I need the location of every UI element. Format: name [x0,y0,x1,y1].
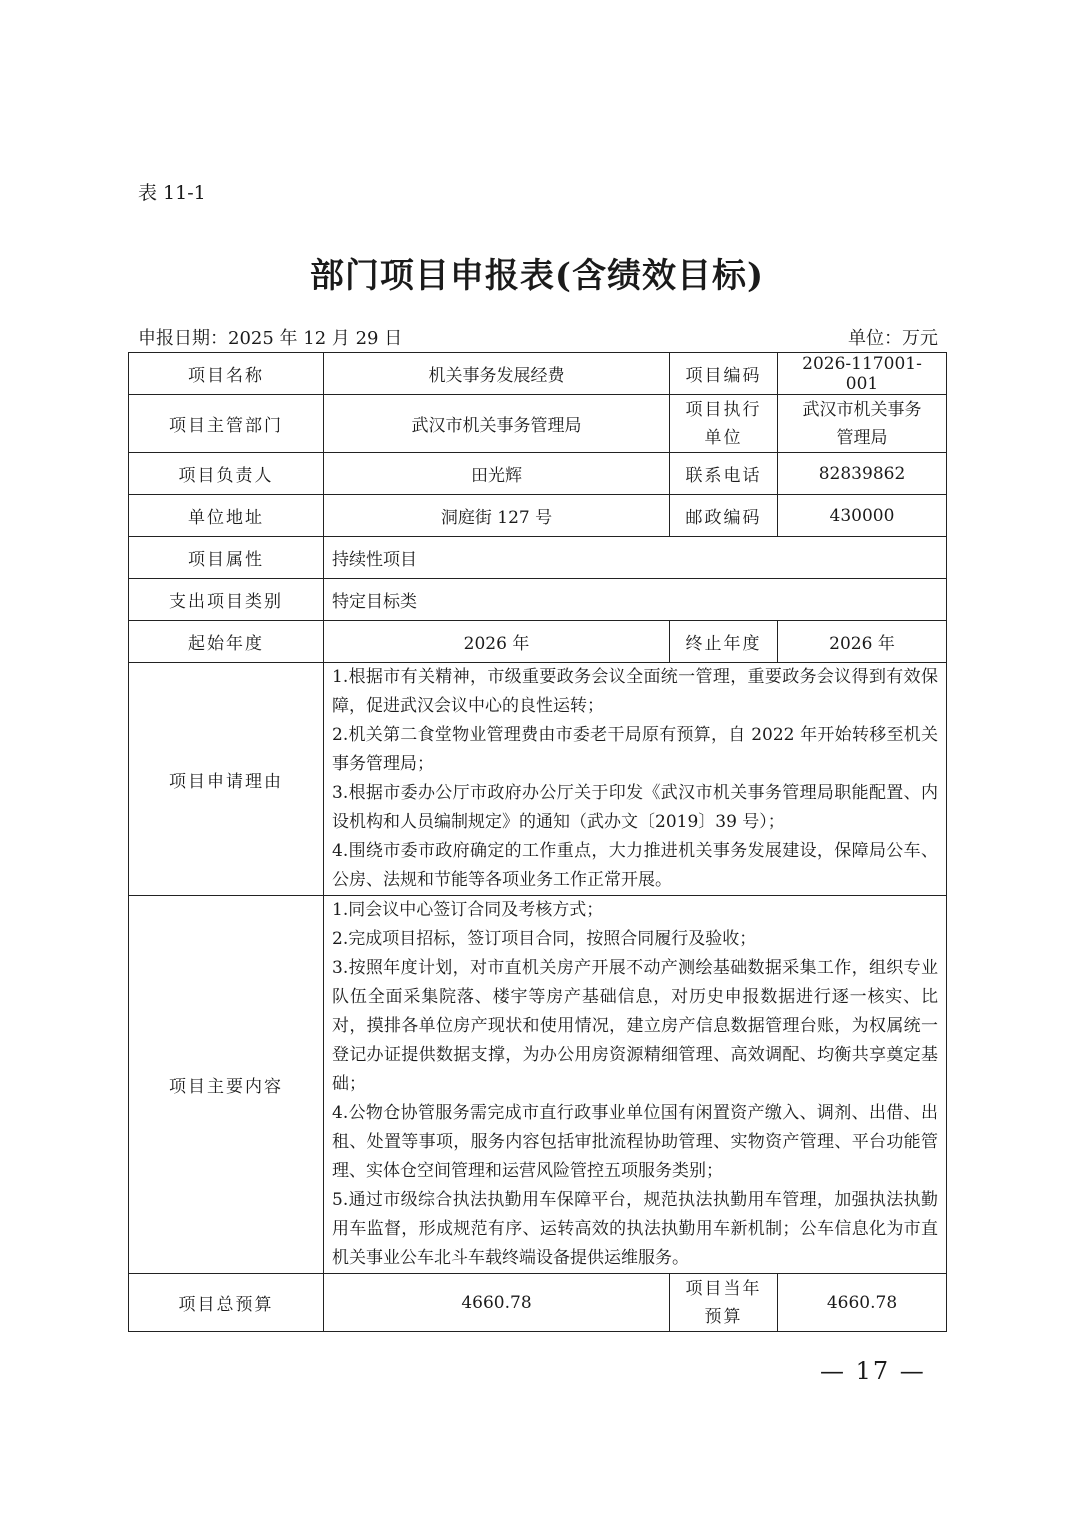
content-line: 2.完成项目招标，签订项目合同，按照合同履行及验收； [332,929,757,949]
reason-label: 项目申请理由 [129,663,324,896]
project-name-label: 项目名称 [129,353,324,395]
exec-unit-value [778,395,947,453]
content-line: 4.公物仓协管服务需完成市直行政事业单位国有闲置资产缴入、调剂、出借、出租、处置等事项，服务内容包括审批流程协助管理、实物资产管理、平台功能管理、实体仓空间管理和运营风险管控五项服务类别； [332,1103,938,1181]
reason-content [324,663,947,896]
table-row [129,537,947,579]
total-budget-label: 项目总预算 [129,1274,324,1332]
exec-unit-label [670,395,778,453]
end-year-label: 终止年度 [670,621,778,663]
total-budget-value: 4660.78 [324,1274,670,1332]
end-year-value: 2026 年 [778,621,947,663]
start-year-label: 起始年度 [129,621,324,663]
content-label: 项目主要内容 [129,896,324,1274]
attribute-label: 项目属性 [129,537,324,579]
table-row [129,353,947,395]
document-title: 部门项目申报表(含绩效目标) [309,256,765,296]
table-row [129,395,947,453]
year-budget-label [670,1274,778,1332]
phone-label: 联系电话 [670,453,778,495]
reason-line: 4.围绕市委市政府确定的工作重点，大力推进机关事务发展建设，保障局公车、公房、法规和节能等各项业务工作正常开展。 [332,841,938,890]
table-row [129,453,947,495]
table-row [129,579,947,621]
report-date: 申报日期：2025 年 12 月 29 日 [138,328,403,349]
start-year-value: 2026 年 [324,621,670,663]
page-number: — 17 — [820,1357,926,1385]
table-row [129,896,947,1274]
year-budget-label-line1: 项目当年 [685,1278,762,1299]
phone-value: 82839862 [778,453,947,495]
unit-label: 单位：万元 [848,328,938,349]
reason-line: 2.机关第二食堂物业管理费由市委老干局原有预算，自 2022 年开始转移至机关事务管理局； [332,725,938,774]
leader-label: 项目负责人 [129,453,324,495]
reason-line: 1.根据市有关精神，市级重要政务会议全面统一管理，重要政务会议得到有效保障，促进武汉会议中心的良性运转； [332,667,938,716]
meta-row [138,324,938,350]
table-row [129,495,947,537]
exec-unit-label-line2: 单位 [704,427,743,448]
exec-unit-label-line1: 项目执行 [685,399,762,420]
exec-unit-value-line1: 武汉市机关事务 [802,399,922,420]
project-code-value: 2026-117001-001 [778,353,947,395]
table-row [129,663,947,896]
address-label: 单位地址 [129,495,324,537]
content-line: 5.通过市级综合执法执勤用车保障平台，规范执法执勤用车管理，加强执法执勤用车监督，形成规范有序、运转高效的执法执勤用车新机制；公车信息化为市直机关事业公车北斗车载终端设备提供运维服务。 [332,1190,938,1268]
table-number: 表 11-1 [138,182,206,204]
category-value: 特定目标类 [324,579,947,621]
dept-label: 项目主管部门 [129,395,324,453]
postcode-label: 邮政编码 [670,495,778,537]
main-content [324,896,947,1274]
dept-value: 武汉市机关事务管理局 [324,395,670,453]
address-value: 洞庭街 127 号 [324,495,670,537]
reason-line: 3.根据市委办公厅市政府办公厅关于印发《武汉市机关事务管理局职能配置、内设机构和人员编制规定》的通知（武办文〔2019〕39 号）； [332,783,938,832]
leader-value: 田光辉 [324,453,670,495]
content-line: 3.按照年度计划，对市直机关房产开展不动产测绘基础数据采集工作，组织专业队伍全面采集院落、楼宇等房产基础信息，对历史申报数据进行逐一核实、比对，摸排各单位房产现状和使用情况，建立房产信息数据管理台账，为权属统一登记办证提供数据支撑，为办公用房资源精细管理、高效调配、均衡共享奠定基础； [332,958,938,1094]
content-line: 1.同会议中心签订合同及考核方式； [332,900,604,920]
table-row [129,1274,947,1332]
exec-unit-value-line2: 管理局 [836,427,888,448]
project-code-label: 项目编码 [670,353,778,395]
category-label: 支出项目类别 [129,579,324,621]
year-budget-label-line2: 预算 [704,1306,743,1327]
postcode-value: 430000 [778,495,947,537]
table-row [129,621,947,663]
year-budget-value: 4660.78 [778,1274,947,1332]
attribute-value: 持续性项目 [324,537,947,579]
project-application-table [128,352,947,1332]
project-name-value: 机关事务发展经费 [324,353,670,395]
